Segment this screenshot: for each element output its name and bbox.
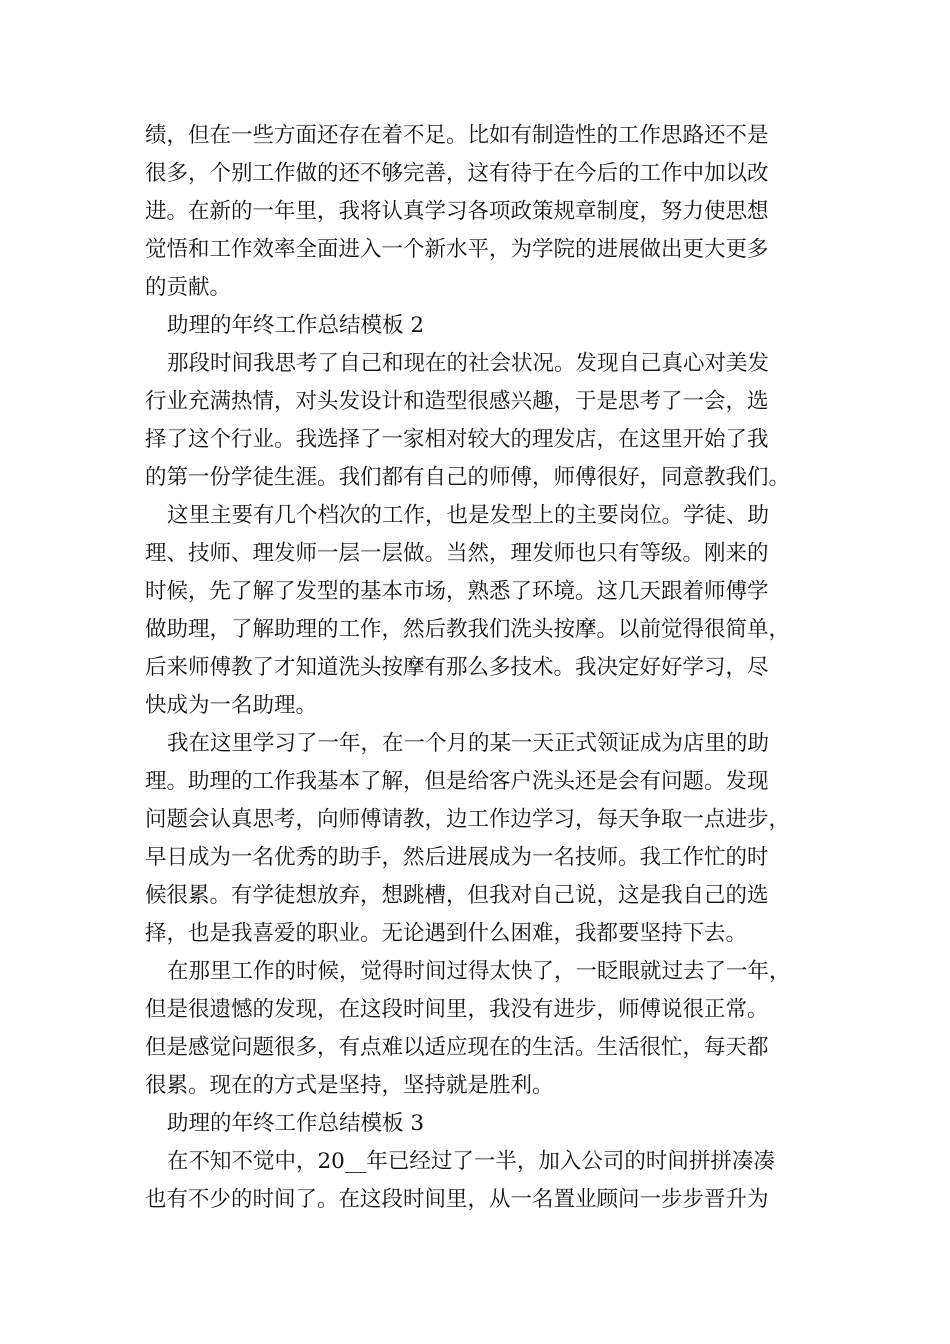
paragraph: [145, 345, 810, 497]
text-line: 但是感觉问题很多，有点难以适应现在的生活。生活很忙，每天都: [145, 1035, 769, 1060]
text-line: 时候，先了解了发型的基本市场，熟悉了环境。这几天跟着师傅学: [145, 579, 769, 604]
text-line: 很多，个别工作做的还不够完善，这有待于在今后的工作中加以改: [145, 161, 769, 186]
paragraph: [145, 725, 810, 953]
text-line: 做助理，了解助理的工作，然后教我们洗头按摩。以前觉得很简单，: [145, 617, 791, 642]
text-line: 问题会认真思考，向师傅请教，边工作边学习，每天争取一点进步，: [145, 807, 791, 832]
section-heading: 助理的年终工作总结模板 2: [167, 313, 425, 338]
text-line: 快成为一名助理。: [145, 693, 318, 718]
paragraph: [145, 1143, 810, 1219]
text-line: 绩，但在一些方面还存在着不足。比如有制造性的工作思路还不是: [145, 123, 769, 148]
text-line: 候很累。有学徒想放弃，想跳槽，但我对自己说，这是我自己的选: [145, 883, 769, 908]
paragraph: [145, 953, 810, 1105]
text-line: 也有不少的时间了。在这段时间里，从一名置业顾问一步步晋升为: [145, 1187, 769, 1212]
text-line: 行业充满热情，对头发设计和造型很感兴趣，于是思考了一会，选: [145, 389, 769, 414]
text-line: 那段时间我思考了自己和现在的社会状况。发现自己真心对美发: [167, 351, 770, 376]
text-line: 择了这个行业。我选择了一家相对较大的理发店，在这里开始了我: [145, 427, 769, 452]
text-line: 择，也是我喜爱的职业。无论遇到什么困难，我都要坚持下去。: [145, 921, 748, 946]
paragraph: [145, 497, 810, 725]
section-heading: 助理的年终工作总结模板 3: [167, 1111, 425, 1136]
text-line: 我在这里学习了一年，在一个月的某一天正式领证成为店里的助: [167, 731, 770, 756]
text-line: 进。在新的一年里，我将认真学习各项政策规章制度，努力使思想: [145, 199, 769, 224]
paragraph-continuation: [145, 117, 810, 307]
text-line: 很累。现在的方式是坚持，坚持就是胜利。: [145, 1073, 554, 1098]
text-line: 觉悟和工作效率全面进入一个新水平，为学院的进展做出更大更多: [145, 237, 769, 262]
text-line: 在那里工作的时候，觉得时间过得太快了，一眨眼就过去了一年，: [167, 959, 791, 984]
text-line: 的第一份学徒生涯。我们都有自己的师傅，师傅很好，同意教我们。: [145, 465, 791, 490]
text-line: 的贡献。: [145, 275, 232, 300]
text-line: 但是很遗憾的发现，在这段时间里，我没有进步，师傅说很正常。: [145, 997, 769, 1022]
document-body: [145, 117, 810, 1219]
text-line: 早日成为一名优秀的助手，然后进展成为一名技师。我工作忙的时: [145, 845, 769, 870]
text-line: 理、技师、理发师一层一层做。当然，理发师也只有等级。刚来的: [145, 541, 769, 566]
text-line: 理。助理的工作我基本了解，但是给客户洗头还是会有问题。发现: [145, 769, 769, 794]
text-line: 这里主要有几个档次的工作，也是发型上的主要岗位。学徒、助: [167, 503, 770, 528]
text-line: 后来师傅教了才知道洗头按摩有那么多技术。我决定好好学习，尽: [145, 655, 769, 680]
text-line: 在不知不觉中，20__年已经过了一半，加入公司的时间拼拼凑凑: [167, 1149, 775, 1174]
